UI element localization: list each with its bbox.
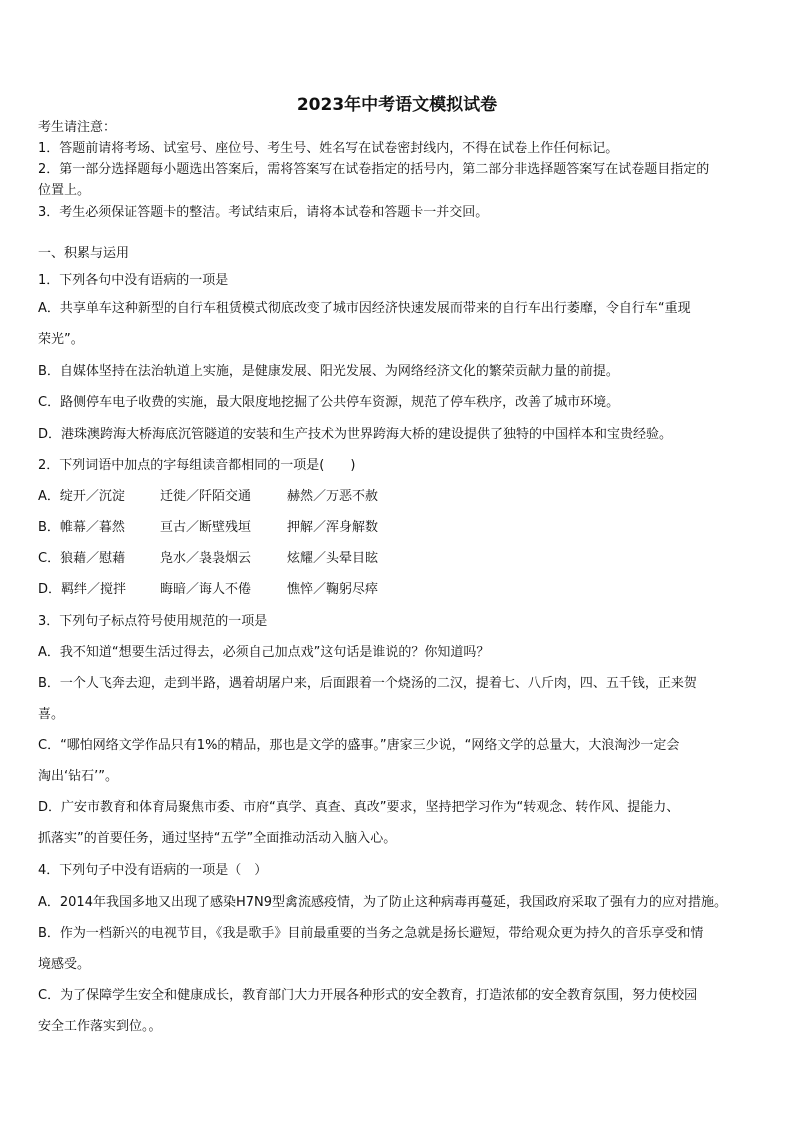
- question-3-option: C．“哪怕网络文学作品只有1%的精品，那也是文学的盛事。”唐家三少说，“网络文学的总量大，大浪淘沙一定会: [38, 738, 680, 753]
- question-3-option: B．一个人飞奔去迎，走到半路，遇着胡屠户来，后面跟着一个烧汤的二汉，提着七、八斤肉，四、五千钱，正来贺: [38, 676, 697, 691]
- notice-line: 3．考生必须保证答题卡的整洁。考试结束后，请将本试卷和答题卡一并交回。: [38, 205, 489, 220]
- question-2-option-d: D．羁绊／搅拌: [38, 582, 127, 597]
- question-2-option-d-group3: 憔悴／鞠躬尽瘁: [287, 582, 379, 597]
- question-2-option-a-group2: 迁徙／阡陌交通: [160, 489, 252, 504]
- question-2-option-b: B．帷幕／暮然: [38, 520, 125, 535]
- section-heading: 一、积累与运用: [38, 246, 130, 261]
- question-4-option: 境感受。: [38, 957, 91, 972]
- question-3-option: 喜。: [38, 707, 65, 722]
- question-2-option-c-group2: 凫水／袅袅烟云: [160, 551, 252, 566]
- question-3-option: 抓落实”的首要任务，通过坚持“五学”全面推动活动入脑入心。: [38, 831, 397, 846]
- question-2-option-a: A．绽开／沉淀: [38, 489, 125, 504]
- question-4-stem: 4．下列句子中没有语病的一项是（ ）: [38, 863, 268, 878]
- question-2-option-d-group2: 晦暗／诲人不倦: [160, 582, 252, 597]
- question-4-option: B．作为一档新兴的电视节目，《我是歌手》目前最重要的当务之急就是扬长避短，带给观众更为持久的音乐享受和情: [38, 926, 704, 941]
- question-4-option: 安全工作落实到位。。: [38, 1019, 162, 1034]
- notice-line: 1．答题前请将考场、试室号、座位号、考生号、姓名写在试卷密封线内，不得在试卷上作任何标记。: [38, 141, 619, 156]
- question-2-option-c: C．狼藉／慰藉: [38, 551, 126, 566]
- question-1-option: 荣光”。: [38, 332, 84, 347]
- question-3-stem: 3．下列句子标点符号使用规范的一项是: [38, 614, 268, 629]
- question-4-option: C．为了保障学生安全和健康成长，教育部门大力开展各种形式的安全教育，打造浓郁的安全教育氛围，努力使校园: [38, 988, 698, 1003]
- question-1-stem: 1．下列各句中没有语病的一项是: [38, 273, 229, 288]
- question-2-option-a-group3: 赫然／万恶不赦: [287, 489, 379, 504]
- question-3-option: 淘出‘钻石’”。: [38, 769, 118, 784]
- notice-line: 位置上。: [38, 183, 91, 198]
- notice-line: 2．第一部分选择题每小题选出答案后，需将答案写在试卷指定的括号内，第二部分非选择题答案写在试卷题目指定的: [38, 162, 710, 177]
- question-2-option-b-group2: 亘古／断壁残垣: [160, 520, 252, 535]
- question-2-stem: 2．下列词语中加点的字每组读音都相同的一项是( ): [38, 458, 356, 473]
- notice-heading: 考生请注意：: [38, 120, 117, 135]
- question-2-option-c-group3: 炫耀／头晕目眩: [287, 551, 379, 566]
- question-1-option: C．路侧停车电子收费的实施，最大限度地挖掘了公共停车资源，规范了停车秩序，改善了城市环境。: [38, 395, 620, 410]
- question-1-option: A．共享单车这种新型的自行车租赁模式彻底改变了城市因经济快速发展而带来的自行车出行萎靡，令自行车“重现: [38, 301, 691, 316]
- question-3-option: A．我不知道“想要生活过得去，必须自己加点戏”这句话是谁说的？你知道吗？: [38, 645, 490, 660]
- question-1-option: B．自媒体坚持在法治轨道上实施，是健康发展、阳光发展、为网络经济文化的繁荣贡献力量的前提。: [38, 364, 619, 379]
- question-4-option: A．2014年我国多地又出现了感染H7N9型禽流感疫情，为了防止这种病毒再蔓延，我国政府采取了强有力的应对措施。: [38, 895, 728, 910]
- page-title: 2023年中考语文模拟试卷: [296, 95, 498, 115]
- question-3-option: D．广安市教育和体育局聚焦市委、市府“真学、真查、真改”要求，坚持把学习作为“转观念、转作风、提能力、: [38, 800, 680, 815]
- question-2-option-b-group3: 押解／浑身解数: [287, 520, 379, 535]
- question-1-option: D．港珠澳跨海大桥海底沉管隧道的安装和生产技术为世界跨海大桥的建设提供了独特的中国样本和宝贵经验。: [38, 427, 673, 442]
